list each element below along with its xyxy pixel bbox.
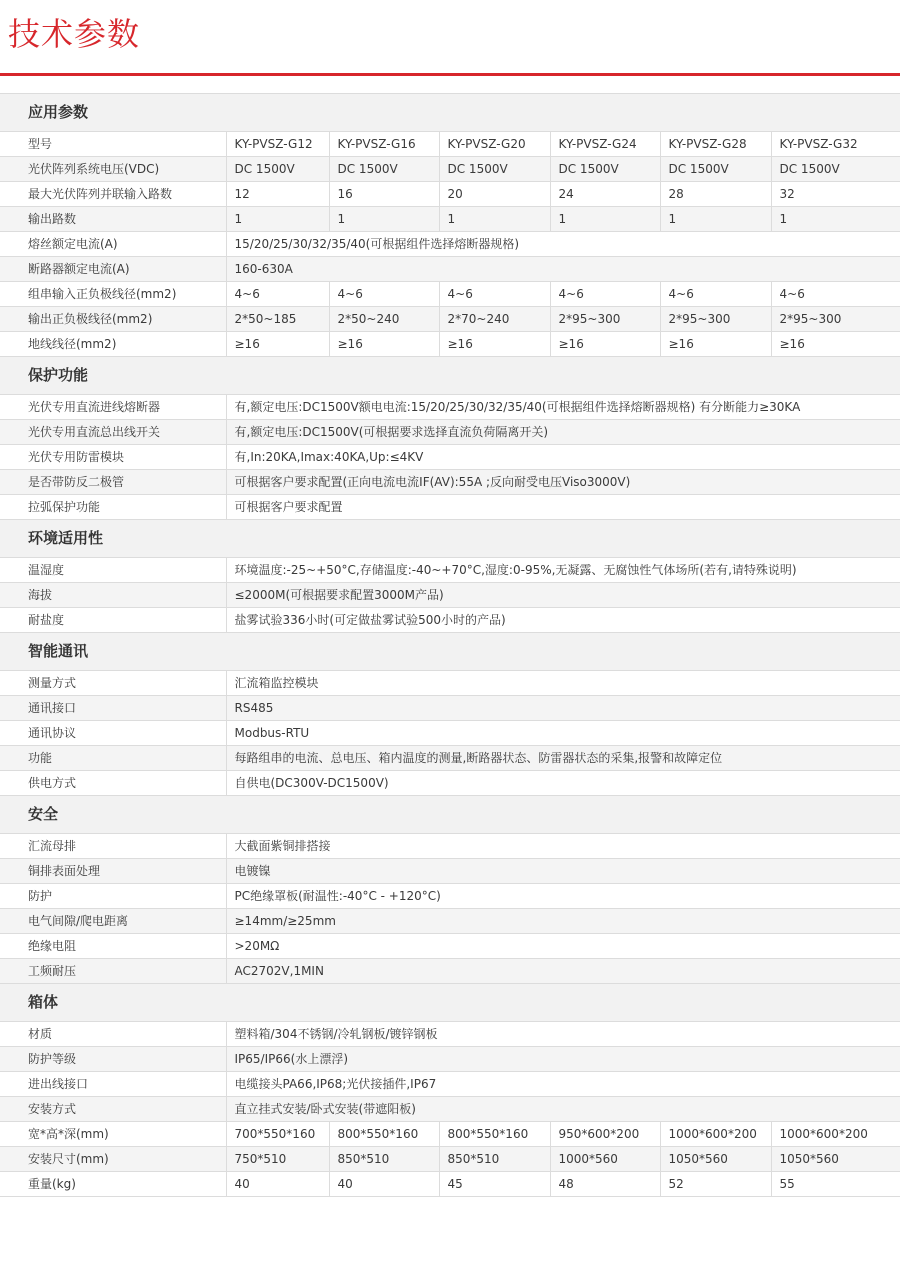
spec-value: 1	[550, 207, 660, 232]
spec-value: 大截面紫铜排搭接	[226, 834, 900, 859]
spec-value: 750*510	[226, 1147, 329, 1172]
spec-value: 有,额定电压:DC1500V额电电流:15/20/25/30/32/35/40(可根据组件选择熔断器规格) 有分断能力≥30KA	[226, 395, 900, 420]
spec-value: KY-PVSZ-G16	[329, 132, 439, 157]
spec-value: 16	[329, 182, 439, 207]
spec-value: 4~6	[771, 282, 900, 307]
spec-value: 自供电(DC300V-DC1500V)	[226, 771, 900, 796]
spec-row	[0, 934, 900, 959]
spec-value: 可根据客户要求配置	[226, 495, 900, 520]
spec-label: 供电方式	[0, 771, 226, 796]
spec-label: 断路器额定电流(A)	[0, 257, 226, 282]
spec-value: 52	[660, 1172, 771, 1197]
spec-value: 32	[771, 182, 900, 207]
spec-label: 光伏阵列系统电压(VDC)	[0, 157, 226, 182]
spec-value: 盐雾试验336小时(可定做盐雾试验500小时的产品)	[226, 608, 900, 633]
spec-value: 2*50~240	[329, 307, 439, 332]
spec-value: 直立挂式安装/卧式安装(带遮阳板)	[226, 1097, 900, 1122]
spec-row	[0, 771, 900, 796]
spec-label: 宽*高*深(mm)	[0, 1122, 226, 1147]
spec-value: 1	[771, 207, 900, 232]
spec-table	[0, 93, 900, 1197]
spec-value: ≥16	[660, 332, 771, 357]
spec-value: DC 1500V	[660, 157, 771, 182]
spec-value: PC绝缘罩板(耐温性:-40°C - +120°C)	[226, 884, 900, 909]
spec-value: KY-PVSZ-G20	[439, 132, 550, 157]
spec-label: 通讯协议	[0, 721, 226, 746]
spec-label: 测量方式	[0, 671, 226, 696]
spec-row	[0, 746, 900, 771]
section-header	[0, 520, 900, 558]
section-title: 保护功能	[0, 357, 900, 395]
spec-value: 4~6	[329, 282, 439, 307]
spec-row	[0, 1072, 900, 1097]
spec-value: KY-PVSZ-G12	[226, 132, 329, 157]
spec-label: 光伏专用直流进线熔断器	[0, 395, 226, 420]
spec-label: 熔丝额定电流(A)	[0, 232, 226, 257]
spec-value: 15/20/25/30/32/35/40(可根据组件选择熔断器规格)	[226, 232, 900, 257]
spec-value: 有,额定电压:DC1500V(可根据要求选择直流负荷隔离开关)	[226, 420, 900, 445]
spec-value: 塑料箱/304不锈钢/冷轧钢板/镀锌钢板	[226, 1022, 900, 1047]
spec-row	[0, 470, 900, 495]
spec-label: 安装方式	[0, 1097, 226, 1122]
spec-value: 40	[329, 1172, 439, 1197]
section-header	[0, 357, 900, 395]
spec-row	[0, 608, 900, 633]
section-title: 箱体	[0, 984, 900, 1022]
spec-row	[0, 1172, 900, 1197]
spec-value: 4~6	[439, 282, 550, 307]
spec-value: 可根据客户要求配置(正向电流电流IF(AV):55A ;反向耐受电压Viso3000V)	[226, 470, 900, 495]
spec-value: 1	[329, 207, 439, 232]
spec-label: 海拔	[0, 583, 226, 608]
spec-row	[0, 495, 900, 520]
spec-value: 700*550*160	[226, 1122, 329, 1147]
spec-row	[0, 834, 900, 859]
spec-row	[0, 282, 900, 307]
spec-label: 进出线接口	[0, 1072, 226, 1097]
spec-label: 是否带防反二极管	[0, 470, 226, 495]
section-header	[0, 984, 900, 1022]
spec-value: 24	[550, 182, 660, 207]
spec-row	[0, 232, 900, 257]
spec-value: 1	[660, 207, 771, 232]
spec-label: 防护等级	[0, 1047, 226, 1072]
spec-value: 1	[439, 207, 550, 232]
spec-row	[0, 959, 900, 984]
spec-value: 汇流箱监控模块	[226, 671, 900, 696]
spec-row	[0, 859, 900, 884]
spec-row	[0, 257, 900, 282]
spec-value: 2*95~300	[550, 307, 660, 332]
spec-value: >20MΩ	[226, 934, 900, 959]
spec-row	[0, 1047, 900, 1072]
spec-value: DC 1500V	[550, 157, 660, 182]
spec-value: DC 1500V	[771, 157, 900, 182]
section-header	[0, 796, 900, 834]
spec-value: 环境温度:-25~+50°C,存储温度:-40~+70°C,湿度:0-95%,无凝露、无腐蚀性气体场所(若有,请特殊说明)	[226, 558, 900, 583]
spec-value: AC2702V,1MIN	[226, 959, 900, 984]
spec-row	[0, 332, 900, 357]
spec-value: KY-PVSZ-G24	[550, 132, 660, 157]
spec-label: 工频耐压	[0, 959, 226, 984]
spec-value: ≥16	[329, 332, 439, 357]
spec-label: 光伏专用防雷模块	[0, 445, 226, 470]
spec-label: 汇流母排	[0, 834, 226, 859]
spec-value: 有,In:20KA,Imax:40KA,Up:≤4KV	[226, 445, 900, 470]
spec-value: DC 1500V	[439, 157, 550, 182]
spec-value: 28	[660, 182, 771, 207]
spec-row	[0, 884, 900, 909]
spec-value: 800*550*160	[329, 1122, 439, 1147]
spec-value: 1000*560	[550, 1147, 660, 1172]
spec-value: 160-630A	[226, 257, 900, 282]
spec-label: 绝缘电阻	[0, 934, 226, 959]
spec-value: 1000*600*200	[771, 1122, 900, 1147]
spec-label: 安装尺寸(mm)	[0, 1147, 226, 1172]
spec-value: 电缆接头PA66,IP68;光伏接插件,IP67	[226, 1072, 900, 1097]
spec-label: 输出路数	[0, 207, 226, 232]
spec-row	[0, 558, 900, 583]
spec-label: 光伏专用直流总出线开关	[0, 420, 226, 445]
spec-value: 2*70~240	[439, 307, 550, 332]
spec-value: RS485	[226, 696, 900, 721]
spec-row	[0, 721, 900, 746]
section-header	[0, 94, 900, 132]
spec-value: ≥16	[771, 332, 900, 357]
spec-value: 1	[226, 207, 329, 232]
spec-value: 4~6	[660, 282, 771, 307]
spec-value: 4~6	[226, 282, 329, 307]
spec-value: KY-PVSZ-G28	[660, 132, 771, 157]
spec-row	[0, 445, 900, 470]
spec-value: IP65/IP66(水上漂浮)	[226, 1047, 900, 1072]
spec-row	[0, 182, 900, 207]
spec-row	[0, 696, 900, 721]
spec-value: KY-PVSZ-G32	[771, 132, 900, 157]
spec-label: 组串输入正负极线径(mm2)	[0, 282, 226, 307]
spec-value: 55	[771, 1172, 900, 1197]
spec-value: 1050*560	[771, 1147, 900, 1172]
spec-value: 800*550*160	[439, 1122, 550, 1147]
title-divider	[0, 73, 900, 76]
spec-value: 20	[439, 182, 550, 207]
spec-label: 地线线径(mm2)	[0, 332, 226, 357]
spec-value: 1050*560	[660, 1147, 771, 1172]
spec-label: 拉弧保护功能	[0, 495, 226, 520]
spec-row	[0, 157, 900, 182]
spec-value: 电镀镍	[226, 859, 900, 884]
spec-row	[0, 671, 900, 696]
page-title: 技术参数	[8, 15, 141, 53]
spec-value: 4~6	[550, 282, 660, 307]
spec-value: Modbus-RTU	[226, 721, 900, 746]
spec-label: 最大光伏阵列并联输入路数	[0, 182, 226, 207]
spec-value: 40	[226, 1172, 329, 1197]
spec-value: ≤2000M(可根据要求配置3000M产品)	[226, 583, 900, 608]
spec-value: 48	[550, 1172, 660, 1197]
spec-row	[0, 1147, 900, 1172]
spec-label: 防护	[0, 884, 226, 909]
spec-label: 材质	[0, 1022, 226, 1047]
spec-value: ≥16	[226, 332, 329, 357]
spec-row	[0, 132, 900, 157]
spec-row	[0, 395, 900, 420]
spec-value: 每路组串的电流、总电压、箱内温度的测量,断路器状态、防雷器状态的采集,报警和故障定位	[226, 746, 900, 771]
section-title: 应用参数	[0, 94, 900, 132]
spec-label: 功能	[0, 746, 226, 771]
spec-value: 12	[226, 182, 329, 207]
spec-label: 通讯接口	[0, 696, 226, 721]
spec-value: 950*600*200	[550, 1122, 660, 1147]
spec-label: 温湿度	[0, 558, 226, 583]
spec-value: ≥16	[550, 332, 660, 357]
spec-row	[0, 1097, 900, 1122]
spec-row	[0, 307, 900, 332]
spec-row	[0, 420, 900, 445]
section-header	[0, 633, 900, 671]
spec-row	[0, 583, 900, 608]
spec-value: DC 1500V	[329, 157, 439, 182]
spec-label: 铜排表面处理	[0, 859, 226, 884]
spec-label: 重量(kg)	[0, 1172, 226, 1197]
spec-value: 1000*600*200	[660, 1122, 771, 1147]
spec-row	[0, 1122, 900, 1147]
spec-label: 输出正负极线径(mm2)	[0, 307, 226, 332]
spec-value: ≥16	[439, 332, 550, 357]
spec-value: 2*50~185	[226, 307, 329, 332]
spec-value: 850*510	[439, 1147, 550, 1172]
spec-value: DC 1500V	[226, 157, 329, 182]
spec-row	[0, 207, 900, 232]
spec-value: 2*95~300	[771, 307, 900, 332]
spec-label: 型号	[0, 132, 226, 157]
section-title: 智能通讯	[0, 633, 900, 671]
spec-row	[0, 909, 900, 934]
section-title: 安全	[0, 796, 900, 834]
spec-value: 850*510	[329, 1147, 439, 1172]
spec-label: 耐盐度	[0, 608, 226, 633]
section-title: 环境适用性	[0, 520, 900, 558]
spec-value: ≥14mm/≥25mm	[226, 909, 900, 934]
spec-value: 45	[439, 1172, 550, 1197]
spec-row	[0, 1022, 900, 1047]
spec-value: 2*95~300	[660, 307, 771, 332]
spec-label: 电气间隙/爬电距离	[0, 909, 226, 934]
